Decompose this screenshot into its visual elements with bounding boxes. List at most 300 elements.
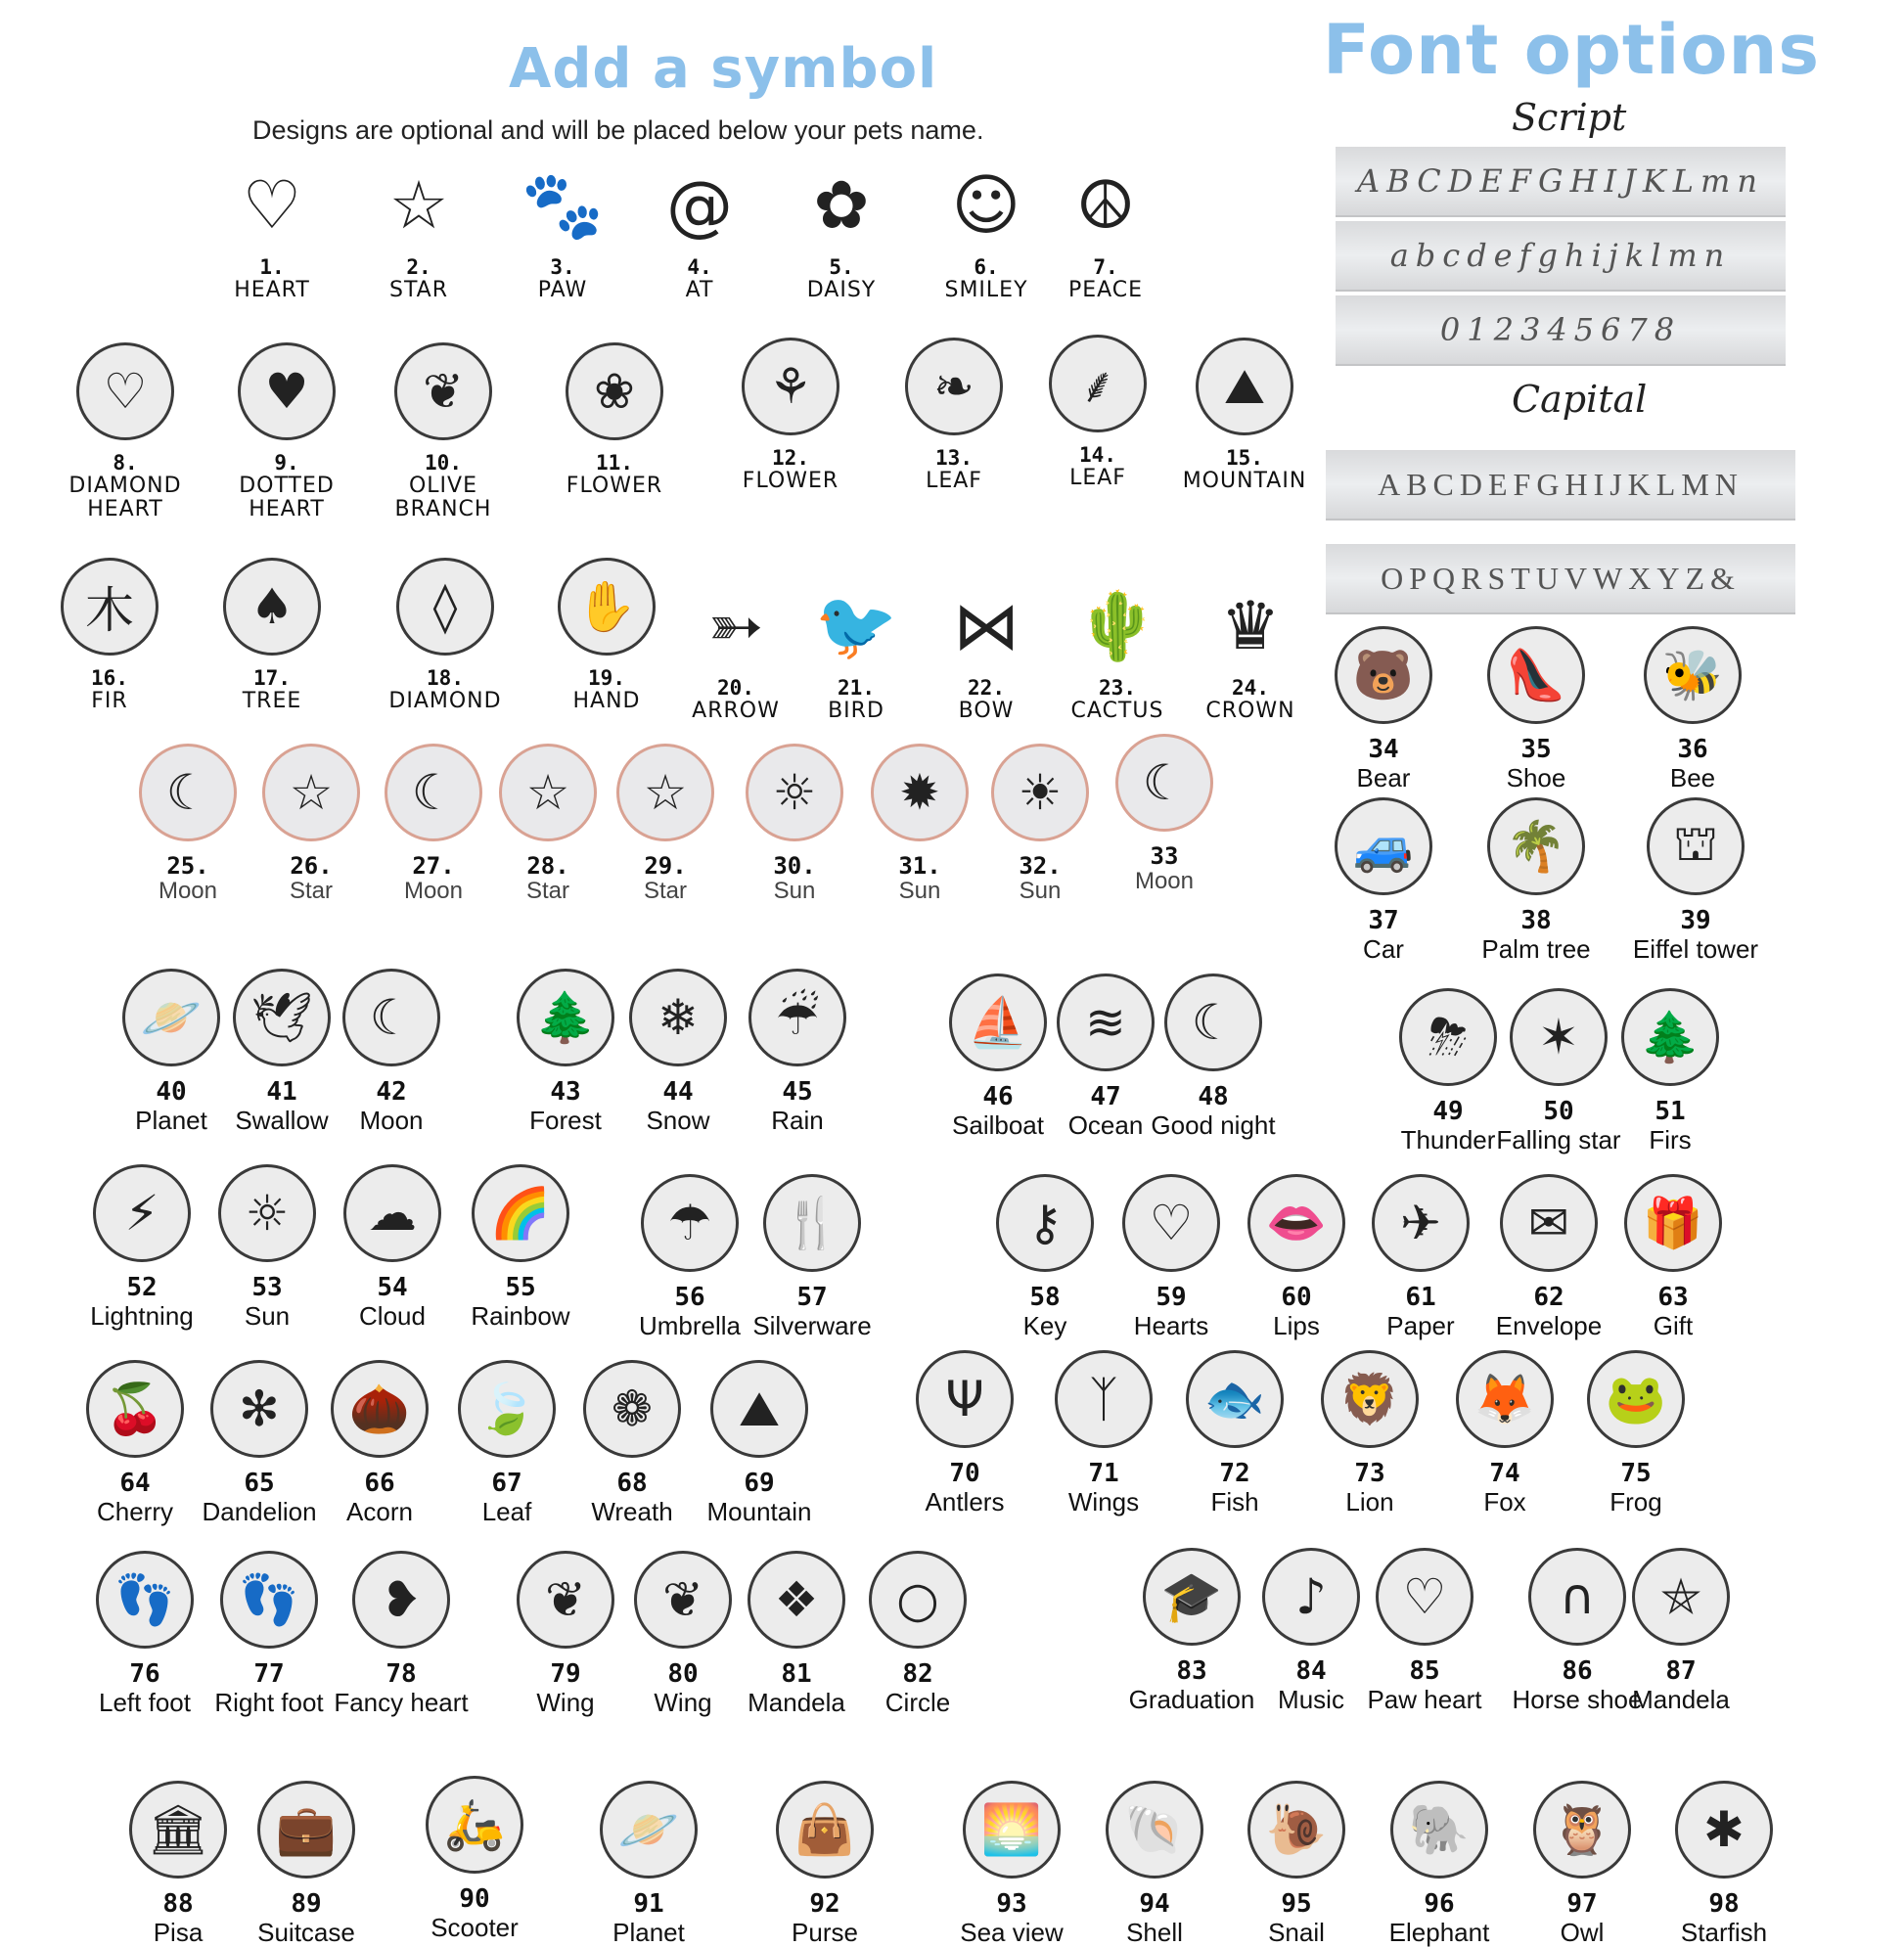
symbol-number: 42 (376, 1077, 407, 1107)
symbol-option[interactable] (47, 342, 204, 521)
symbol-number: 89 (291, 1889, 322, 1919)
symbol-label: Silverware (752, 1310, 872, 1340)
symbol-label: Planet (612, 1917, 685, 1947)
leaf-icon: ⸙ (1049, 335, 1147, 432)
fox-icon: 🦊 (1456, 1350, 1554, 1448)
mountain-icon: ⛰ (710, 1360, 808, 1458)
cloud-icon: ☁ (343, 1164, 441, 1262)
gift-icon: 🎁 (1624, 1174, 1722, 1272)
symbol-number: 45 (782, 1077, 813, 1107)
symbol-option[interactable] (323, 1551, 479, 1716)
sailboat-icon: ⛵ (949, 974, 1047, 1071)
symbol-label: Wreath (591, 1496, 673, 1526)
symbol-label: Purse (792, 1917, 858, 1947)
symbol-number: 11. (596, 451, 633, 475)
symbol-option[interactable] (876, 338, 1032, 493)
symbol-label: Palm tree (1481, 933, 1591, 964)
symbol-number: 57 (796, 1283, 828, 1312)
symbol-number: 15. (1226, 446, 1263, 470)
symbol-option[interactable] (886, 1350, 1043, 1516)
symbol-option[interactable] (1305, 626, 1462, 792)
owl-icon: 🦉 (1533, 1781, 1631, 1879)
symbol-label: Car (1363, 933, 1404, 964)
symbol-number: 30. (773, 852, 816, 880)
symbol-option[interactable] (1086, 734, 1243, 895)
symbol-number: 92 (809, 1889, 840, 1919)
symbol-number: 23. (1099, 676, 1136, 700)
symbol-label: Shoe (1506, 762, 1566, 792)
symbol-option[interactable] (621, 157, 778, 302)
symbol-label: Suitcase (257, 1917, 355, 1947)
umbrella-icon: ☂ (641, 1174, 739, 1272)
symbol-label: Snail (1268, 1917, 1325, 1947)
symbol-option[interactable] (747, 1781, 903, 1946)
symbol-label: FIR (91, 689, 128, 714)
symbol-label: Moon (1134, 868, 1195, 895)
symbol-number: 69 (744, 1469, 775, 1498)
symbol-number: 95 (1281, 1889, 1312, 1919)
symbol-option[interactable] (1603, 1548, 1759, 1713)
suitcase-icon: 💼 (257, 1781, 355, 1879)
symbol-number: 98 (1708, 1889, 1740, 1919)
symbol-number: 27. (412, 852, 455, 880)
font-options-title: Font options (1323, 10, 1820, 90)
palm-tree-icon: 🌴 (1487, 797, 1585, 895)
symbol-number: 3. (550, 255, 575, 279)
symbol-label: BIRD (828, 699, 884, 724)
symbol-number: 36 (1677, 735, 1708, 764)
symbol-number: 67 (491, 1469, 522, 1498)
symbol-option[interactable] (1218, 1781, 1375, 1946)
symbol-option[interactable] (681, 1360, 838, 1525)
symbol-number: 21. (838, 676, 875, 700)
symbol-number: 14. (1079, 443, 1116, 467)
symbol-option[interactable] (1076, 1781, 1233, 1946)
symbol-number: 4. (687, 255, 712, 279)
symbol-label: DOTTED HEART (239, 474, 335, 522)
symbol-label: Thunder (1400, 1124, 1496, 1155)
symbol-number: 87 (1665, 1656, 1697, 1686)
symbol-label: AT (685, 278, 714, 303)
hand-icon: ✋ (558, 558, 656, 656)
star-icon: ☆ (499, 744, 597, 841)
symbol-option[interactable] (1458, 797, 1614, 963)
purse-icon: 👜 (776, 1781, 874, 1879)
symbol-label: CACTUS (1070, 699, 1164, 724)
silverware-icon: 🍴 (763, 1174, 861, 1272)
hearts-icon: ♡ (1122, 1174, 1220, 1272)
symbol-option[interactable] (1592, 988, 1748, 1154)
pentagram-icon: ⛤ (1632, 1548, 1730, 1646)
circle-icon: ○ (869, 1551, 967, 1649)
symbols-subtitle: Designs are optional and will be placed below your pets name. (252, 115, 984, 145)
symbol-label: Owl (1560, 1917, 1605, 1947)
symbol-option[interactable] (484, 157, 641, 302)
diamond-icon: ◊ (396, 558, 494, 656)
symbol-number: 80 (667, 1659, 699, 1689)
symbol-option[interactable] (536, 342, 693, 498)
symbol-option[interactable] (194, 157, 350, 302)
symbol-option[interactable] (1595, 1174, 1751, 1339)
symbol-number: 65 (244, 1469, 275, 1498)
symbol-label: Right foot (214, 1687, 324, 1717)
symbol-number: 32. (1019, 852, 1062, 880)
symbol-option[interactable] (570, 1781, 727, 1946)
symbol-option[interactable] (1458, 626, 1614, 792)
symbol-number: 79 (550, 1659, 581, 1689)
moon-icon: ☾ (1115, 734, 1213, 832)
firs-icon: 🌲 (1621, 988, 1719, 1086)
lips-icon: 👄 (1247, 1174, 1345, 1272)
symbol-number: 63 (1657, 1283, 1689, 1312)
rain-icon: ☔ (748, 969, 846, 1066)
symbol-option[interactable] (1361, 1781, 1518, 1946)
symbol-label: Leaf (481, 1496, 532, 1526)
symbol-label: Sea view (960, 1917, 1064, 1947)
symbol-label: Rain (771, 1105, 824, 1135)
add-symbol-title: Add a symbol (509, 37, 938, 101)
symbol-number: 73 (1354, 1459, 1385, 1488)
symbol-number: 25. (166, 852, 209, 880)
symbol-label: Eiffel tower (1632, 933, 1759, 964)
symbol-label: Wing (536, 1687, 595, 1717)
ocean-icon: ≋ (1057, 974, 1155, 1071)
symbol-number: 51 (1655, 1097, 1686, 1126)
envelope-icon: ✉ (1500, 1174, 1598, 1272)
pisa-icon: 🏛 (129, 1781, 227, 1879)
falling-star-icon: ✶ (1510, 988, 1608, 1086)
symbol-number: 13. (935, 446, 973, 470)
planet-icon: 🪐 (600, 1781, 698, 1879)
symbol-label: Mandela (748, 1687, 845, 1717)
symbol-label: Scooter (431, 1912, 519, 1942)
car-icon: 🚙 (1335, 797, 1432, 895)
symbol-label: Paw heart (1367, 1684, 1482, 1714)
tree-icon: ♠ (223, 558, 321, 656)
symbol-label: Gift (1653, 1310, 1694, 1340)
symbol-label: Forest (529, 1105, 602, 1135)
symbol-option[interactable] (1646, 1781, 1802, 1946)
symbol-option[interactable] (340, 157, 497, 302)
wing-icon: ❦ (517, 1551, 614, 1649)
shoe-icon: 👠 (1487, 626, 1585, 724)
left-foot-icon: 👣 (96, 1551, 194, 1649)
key-icon: ⚷ (996, 1174, 1094, 1272)
symbol-label: Lion (1345, 1486, 1394, 1517)
symbol-label: Star (289, 878, 333, 905)
sun-icon: ☀ (991, 744, 1089, 841)
symbol-number: 91 (633, 1889, 664, 1919)
frog-icon: 🐸 (1587, 1350, 1685, 1448)
symbol-label: Pisa (153, 1917, 204, 1947)
symbol-label: LEAF (1069, 466, 1126, 491)
mountain-icon: ⛰ (1196, 338, 1293, 435)
antlers-icon: Ψ (916, 1350, 1014, 1448)
symbol-number: 7. (1093, 255, 1118, 279)
capital-sample-o-z: OPQRSTUVWXYZ& (1326, 544, 1795, 614)
symbol-label: Moon (359, 1105, 424, 1135)
swallow-icon: 🕊 (233, 969, 331, 1066)
symbol-number: 2. (406, 255, 431, 279)
symbol-option[interactable] (31, 558, 188, 713)
script-sample-digits: 012345678 (1336, 295, 1786, 366)
symbol-label: Music (1278, 1684, 1344, 1714)
symbol-label: Sun (898, 878, 941, 905)
symbol-number: 75 (1620, 1459, 1652, 1488)
symbol-number: 72 (1219, 1459, 1250, 1488)
star-icon: ☆ (262, 744, 360, 841)
symbol-number: 86 (1562, 1656, 1593, 1686)
paw-heart-icon: ♡ (1376, 1548, 1473, 1646)
bird-icon: 🐦 (814, 588, 898, 665)
symbol-number: 93 (996, 1889, 1027, 1919)
thunder-icon: ⛈ (1399, 988, 1497, 1086)
symbol-number: 96 (1424, 1889, 1455, 1919)
symbol-label: Fox (1483, 1486, 1526, 1517)
moon-icon: ☾ (385, 744, 482, 841)
symbol-label: Antlers (925, 1486, 1005, 1517)
wings-icon: ᛉ (1055, 1350, 1153, 1448)
symbol-label: Rainbow (471, 1300, 570, 1331)
symbol-number: 50 (1543, 1097, 1574, 1126)
symbol-option[interactable] (1166, 338, 1323, 493)
symbol-label: Swallow (235, 1105, 329, 1135)
symbol-number: 46 (982, 1082, 1014, 1111)
symbol-option[interactable] (442, 1164, 599, 1330)
symbol-label: PEACE (1067, 278, 1144, 303)
star-icon: ☆ (616, 744, 714, 841)
symbol-label: Bee (1669, 762, 1716, 792)
symbol-number: 31. (898, 852, 941, 880)
symbol-number: 49 (1432, 1097, 1464, 1126)
symbol-label: Frog (1609, 1486, 1662, 1517)
wing-icon: ❦ (634, 1551, 732, 1649)
symbol-number: 26. (290, 852, 333, 880)
symbol-option[interactable] (719, 969, 876, 1134)
symbol-option[interactable] (933, 1781, 1090, 1946)
symbol-number: 48 (1198, 1082, 1229, 1111)
symbol-option[interactable] (365, 342, 521, 521)
symbol-label: FLOWER (742, 469, 839, 494)
symbol-number: 37 (1368, 906, 1399, 935)
symbol-number: 76 (129, 1659, 160, 1689)
spiral-icon: @ (666, 166, 733, 245)
leaf-icon: 🍃 (458, 1360, 556, 1458)
symbol-option[interactable] (734, 1174, 890, 1339)
symbol-number: 94 (1139, 1889, 1170, 1919)
symbol-option[interactable] (1614, 626, 1771, 792)
symbol-number: 58 (1029, 1283, 1061, 1312)
fir-icon: ⽊ (61, 558, 159, 656)
symbol-option[interactable] (1617, 797, 1774, 963)
symbol-number: 56 (674, 1283, 705, 1312)
graduation-icon: 🎓 (1143, 1548, 1241, 1646)
symbol-option[interactable] (839, 1551, 996, 1716)
symbol-option[interactable] (1558, 1350, 1714, 1516)
scooter-icon: 🛵 (426, 1776, 523, 1874)
shell-icon: 🐚 (1106, 1781, 1203, 1879)
paw-icon: 🐾 (521, 167, 605, 245)
script-heading: Script (1512, 96, 1627, 139)
symbol-label: Wings (1067, 1486, 1140, 1517)
symbol-number: 20. (717, 676, 754, 700)
good-night-icon: ☾ (1164, 974, 1262, 1071)
symbol-number: 19. (588, 666, 625, 690)
symbol-number: 40 (156, 1077, 187, 1107)
symbol-option[interactable] (1292, 1350, 1448, 1516)
symbol-number: 29. (644, 852, 687, 880)
symbol-number: 70 (949, 1459, 980, 1488)
heart-icon: ♡ (242, 166, 302, 245)
symbol-number: 90 (459, 1884, 490, 1914)
daisy-icon: ✿ (813, 166, 870, 245)
symbol-number: 53 (251, 1273, 283, 1302)
symbol-label: Star (525, 878, 569, 905)
symbol-label: Hearts (1133, 1310, 1209, 1340)
symbol-number: 12. (772, 446, 809, 470)
forest-icon: 🌲 (517, 969, 614, 1066)
lion-icon: 🦁 (1321, 1350, 1419, 1448)
symbol-option[interactable] (396, 1776, 553, 1941)
symbol-number: 9. (274, 451, 299, 475)
symbol-label: Dandelion (202, 1496, 317, 1526)
sea-view-icon: 🌅 (963, 1781, 1061, 1879)
symbol-label: Envelope (1495, 1310, 1603, 1340)
dotted-heart-icon: ♥ (238, 342, 336, 440)
symbol-label: PAW (537, 278, 588, 303)
elephant-icon: 🐘 (1390, 1781, 1488, 1879)
symbol-number: 83 (1176, 1656, 1207, 1686)
symbol-label: Mountain (706, 1496, 812, 1526)
fancy-heart-icon: ❥ (352, 1551, 450, 1649)
flower-icon: ⚘ (742, 338, 839, 435)
symbol-label: Sailboat (952, 1109, 1044, 1140)
lightning-icon: ⚡ (93, 1164, 191, 1262)
symbol-option[interactable] (1504, 1781, 1660, 1946)
symbol-label: Key (1022, 1310, 1067, 1340)
eiffel-tower-icon: ⛫ (1647, 797, 1745, 895)
symbol-number: 54 (377, 1273, 408, 1302)
symbol-number: 43 (550, 1077, 581, 1107)
symbol-number: 34 (1368, 735, 1399, 764)
bow-icon: ⋈ (953, 587, 1020, 665)
starfish-icon: ✱ (1675, 1781, 1773, 1879)
moon-icon: ☾ (139, 744, 237, 841)
symbol-number: 10. (425, 451, 462, 475)
dandelion-icon: ✻ (210, 1360, 308, 1458)
planet-icon: 🪐 (122, 969, 220, 1066)
symbol-label: MOUNTAIN (1182, 469, 1307, 494)
symbol-label: DIAMOND (388, 689, 502, 714)
symbol-number: 71 (1088, 1459, 1119, 1488)
symbol-label: Good night (1151, 1109, 1276, 1140)
symbol-label: Fancy heart (334, 1687, 469, 1717)
olive-branch-icon: ❦ (394, 342, 492, 440)
symbol-label: Left foot (99, 1687, 191, 1717)
symbol-number: 5. (829, 255, 854, 279)
symbol-label: ARROW (692, 699, 780, 724)
symbol-number: 17. (253, 666, 291, 690)
snail-icon: 🐌 (1247, 1781, 1345, 1879)
horseshoe-icon: ∩ (1528, 1548, 1626, 1646)
symbol-number: 44 (662, 1077, 694, 1107)
symbol-number: 60 (1281, 1283, 1312, 1312)
moon-icon: ☾ (342, 969, 440, 1066)
right-foot-icon: 👣 (220, 1551, 318, 1649)
symbol-number: 16. (91, 666, 128, 690)
snow-icon: ❄ (629, 969, 727, 1066)
symbol-number: 84 (1295, 1656, 1327, 1686)
symbol-option[interactable] (367, 558, 523, 713)
symbol-label: Paper (1386, 1310, 1455, 1340)
leaf-icon: ❧ (905, 338, 1003, 435)
symbol-label: Sun (773, 878, 816, 905)
arrow-icon: ➳ (707, 587, 764, 665)
symbol-number: 38 (1520, 906, 1552, 935)
mandala-icon: ❖ (748, 1551, 845, 1649)
symbol-option[interactable] (1020, 335, 1176, 490)
wreath-icon: ❁ (583, 1360, 681, 1458)
symbol-option[interactable] (1156, 1350, 1313, 1516)
symbol-label: TREE (242, 689, 302, 714)
symbol-label: Ocean (1067, 1109, 1144, 1140)
symbol-label: Starfish (1680, 1917, 1768, 1947)
symbol-number: 52 (126, 1273, 158, 1302)
symbol-number: 35 (1520, 735, 1552, 764)
symbol-label: Cloud (359, 1300, 426, 1331)
symbol-label: Umbrella (638, 1310, 742, 1340)
sun-icon: ☼ (746, 744, 843, 841)
symbol-option[interactable] (228, 1781, 385, 1946)
symbol-option[interactable] (313, 969, 470, 1134)
symbol-number: 82 (902, 1659, 933, 1689)
sun-icon: ☼ (218, 1164, 316, 1262)
symbol-label: Fish (1210, 1486, 1259, 1517)
symbol-number: 1. (259, 255, 285, 279)
symbol-option[interactable] (208, 342, 365, 521)
acorn-icon: 🌰 (331, 1360, 429, 1458)
symbol-number: 81 (781, 1659, 812, 1689)
symbol-number: 77 (253, 1659, 285, 1689)
symbol-number: 41 (266, 1077, 297, 1107)
capital-sample-a-n: ABCDEFGHIJKLMN (1326, 450, 1795, 521)
symbol-label: HEART (234, 278, 310, 303)
script-sample-uppercase: ABCDEFGHIJKLmn (1336, 147, 1786, 217)
symbol-option[interactable] (194, 558, 350, 713)
symbol-number: 61 (1405, 1283, 1436, 1312)
symbol-option[interactable] (1027, 157, 1184, 302)
symbol-label: OLIVE BRANCH (394, 474, 492, 522)
symbol-label: Lips (1273, 1310, 1320, 1340)
fish-icon: 🐟 (1186, 1350, 1284, 1448)
symbol-number: 47 (1090, 1082, 1121, 1111)
symbol-option[interactable] (1305, 797, 1462, 963)
symbol-label: SMILEY (944, 278, 1028, 303)
symbol-label: HAND (572, 689, 641, 714)
symbol-number: 62 (1533, 1283, 1564, 1312)
symbol-label: Acorn (346, 1496, 413, 1526)
symbol-label: Planet (135, 1105, 207, 1135)
symbol-option[interactable] (1346, 1548, 1503, 1713)
bee-icon: 🐝 (1644, 626, 1742, 724)
symbol-option[interactable] (763, 157, 920, 302)
symbol-label: Star (643, 878, 687, 905)
symbol-option[interactable] (712, 338, 869, 493)
symbol-option[interactable] (1135, 974, 1292, 1139)
peace-icon: ☮ (1075, 166, 1136, 245)
symbol-label: Lightning (90, 1300, 194, 1331)
symbol-number: 55 (505, 1273, 536, 1302)
